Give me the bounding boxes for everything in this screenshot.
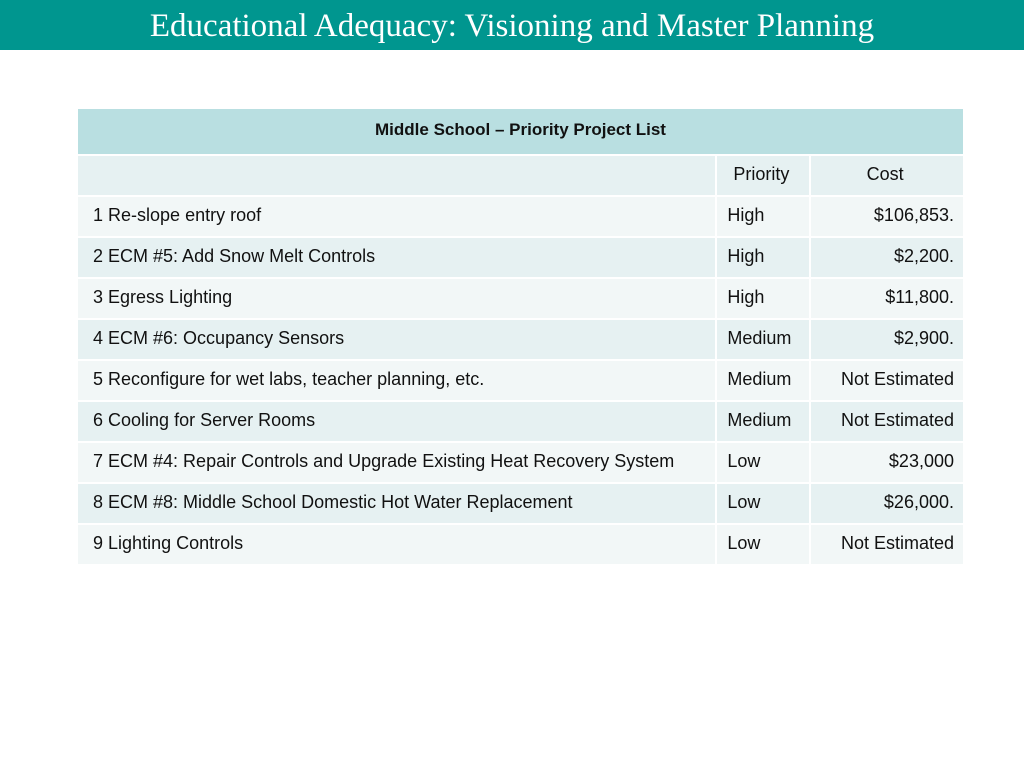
row-number: 4 (93, 328, 104, 348)
cost-cell: Not Estimated (810, 401, 964, 442)
project-name-cell (77, 483, 716, 524)
priority-cell: High (716, 278, 809, 319)
row-number: 1 (93, 205, 104, 225)
table-row (77, 196, 964, 237)
priority-cell: Low (716, 442, 809, 483)
row-number: 9 (93, 533, 104, 553)
table-row (77, 483, 964, 524)
cost-cell: $106,853. (810, 196, 964, 237)
table-row (77, 524, 964, 565)
project-name: ECM #5: Add Snow Melt Controls (108, 246, 376, 266)
column-header-cost: Cost (810, 155, 964, 196)
table-row (77, 442, 964, 483)
table-row (77, 319, 964, 360)
project-name-cell (77, 278, 716, 319)
column-header-project (77, 155, 716, 196)
table-row (77, 278, 964, 319)
cost-cell: Not Estimated (810, 360, 964, 401)
project-name-cell (77, 319, 716, 360)
table-caption: Middle School – Priority Project List (77, 108, 964, 155)
priority-cell: High (716, 237, 809, 278)
project-name: ECM #6: Occupancy Sensors (108, 328, 345, 348)
priority-cell: Medium (716, 360, 809, 401)
cost-cell: $11,800. (810, 278, 964, 319)
row-number: 8 (93, 492, 104, 512)
table-row (77, 237, 964, 278)
project-name-cell (77, 360, 716, 401)
cost-cell: $26,000. (810, 483, 964, 524)
project-name: Re-slope entry roof (108, 205, 262, 225)
title-bar (0, 0, 1024, 50)
project-name: ECM #4: Repair Controls and Upgrade Existing Heat Recovery System (108, 451, 675, 471)
priority-cell: Medium (716, 319, 809, 360)
cost-cell: $2,900. (810, 319, 964, 360)
project-name-cell (77, 237, 716, 278)
row-number: 3 (93, 287, 104, 307)
project-name: Egress Lighting (108, 287, 233, 307)
column-header-row (77, 155, 964, 196)
table-row (77, 401, 964, 442)
priority-cell: Low (716, 483, 809, 524)
priority-cell: Low (716, 524, 809, 565)
column-header-priority: Priority (716, 155, 809, 196)
priority-cell: High (716, 196, 809, 237)
row-number: 2 (93, 246, 104, 266)
priority-cell: Medium (716, 401, 809, 442)
cost-cell: Not Estimated (810, 524, 964, 565)
priority-project-table (76, 107, 965, 566)
row-number: 6 (93, 410, 104, 430)
project-name-cell (77, 196, 716, 237)
project-name: Lighting Controls (108, 533, 244, 553)
project-name-cell (77, 524, 716, 565)
project-name: ECM #8: Middle School Domestic Hot Water Replacement (108, 492, 573, 512)
project-name: Reconfigure for wet labs, teacher planning, etc. (108, 369, 485, 389)
row-number: 5 (93, 369, 104, 389)
project-name-cell (77, 401, 716, 442)
cost-cell: $23,000 (810, 442, 964, 483)
cost-cell: $2,200. (810, 237, 964, 278)
table-row (77, 360, 964, 401)
project-name: Cooling for Server Rooms (108, 410, 316, 430)
project-name-cell (77, 442, 716, 483)
row-number: 7 (93, 451, 104, 471)
slide-title: Educational Adequacy: Visioning and Master Planning (149, 8, 875, 44)
